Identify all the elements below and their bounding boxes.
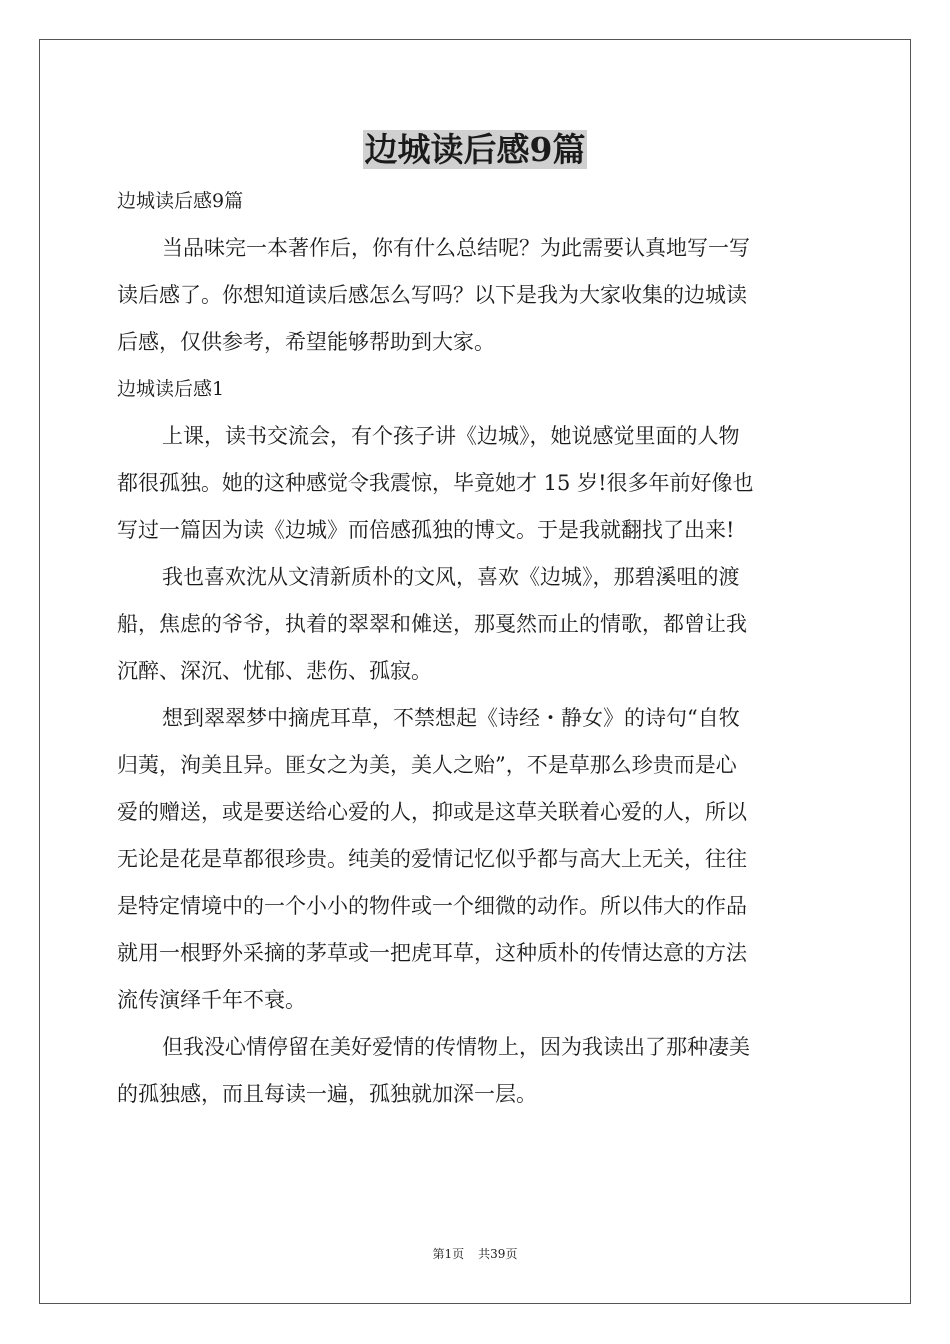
document-title-text: 边城读后感9篇 — [364, 130, 586, 169]
paragraph-line: 流传演绎千年不衰。 — [117, 988, 306, 1012]
document-subtitle: 边城读后感9篇 — [117, 190, 244, 212]
paragraph-line: 后感，仅供参考，希望能够帮助到大家。 — [117, 330, 495, 354]
paragraph-line: 归荑，洵美且异。匪女之为美，美人之贻”，不是草那么珍贵而是心 — [117, 753, 737, 777]
paragraph-4 — [117, 1024, 833, 1118]
paragraph-line: 上课，读书交流会，有个孩子讲《边城》，她说感觉里面的人物 — [162, 424, 740, 448]
paragraph-line: 但我没心情停留在美好爱情的传情物上，因为我读出了那种凄美 — [162, 1035, 750, 1059]
paragraph-line: 我也喜欢沈从文清新质朴的文风，喜欢《边城》，那碧溪咀的渡 — [162, 565, 740, 589]
intro-paragraph — [117, 225, 833, 366]
paragraph-line: 沉醉、深沉、忧郁、悲伤、孤寂。 — [117, 659, 432, 683]
document-body — [117, 178, 833, 1118]
paragraph-line: 爱的赠送，或是要送给心爱的人，抑或是这草关联着心爱的人，所以 — [117, 800, 747, 824]
paragraph-line: 读后感了。你想知道读后感怎么写吗？以下是我为大家收集的边城读 — [117, 283, 747, 307]
paragraph-line: 写过一篇因为读《边城》而倍感孤独的博文。于是我就翻找了出来! — [117, 518, 735, 542]
document-title — [0, 128, 950, 172]
paragraph-line: 的孤独感，而且每读一遍，孤独就加深一层。 — [117, 1082, 537, 1106]
page-total: 共39页 — [478, 1247, 518, 1261]
paragraph-1 — [117, 413, 833, 554]
page-number: 第1页 — [432, 1247, 465, 1261]
paragraph-line: 是特定情境中的一个小小的物件或一个细微的动作。所以伟大的作品 — [117, 894, 747, 918]
paragraph-line: 都很孤独。她的这种感觉令我震惊，毕竟她才 15 岁!很多年前好像也 — [117, 471, 754, 495]
paragraph-2 — [117, 554, 833, 695]
section-heading: 边城读后感1 — [117, 378, 225, 400]
paragraph-line: 无论是花是草都很珍贵。纯美的爱情记忆似乎都与高大上无关，往往 — [117, 847, 747, 871]
page-footer — [0, 1246, 950, 1262]
paragraph-line: 船，焦虑的爷爷，执着的翠翠和傩送，那戛然而止的情歌，都曾让我 — [117, 612, 747, 636]
paragraph-line: 当品味完一本著作后，你有什么总结呢？为此需要认真地写一写 — [162, 236, 750, 260]
paragraph-3 — [117, 695, 833, 1024]
paragraph-line: 想到翠翠梦中摘虎耳草，不禁想起《诗经・静女》的诗句“自牧 — [162, 706, 740, 730]
paragraph-line: 就用一根野外采摘的茅草或一把虎耳草，这种质朴的传情达意的方法 — [117, 941, 747, 965]
